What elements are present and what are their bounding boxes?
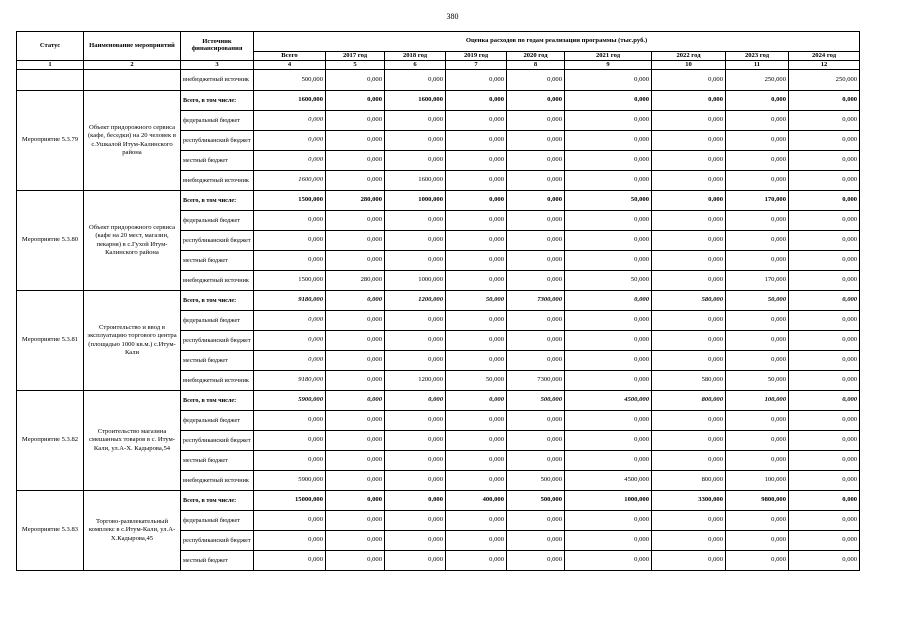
value-cell: 0,000 xyxy=(652,70,726,91)
value-cell: 250,000 xyxy=(789,70,860,91)
value-cell: 0,000 xyxy=(254,451,326,471)
value-cell: 7300,000 xyxy=(507,291,565,311)
value-cell: 0,000 xyxy=(789,131,860,151)
value-cell: 0,000 xyxy=(326,131,385,151)
value-cell: 0,000 xyxy=(726,171,789,191)
status-cell: Мероприятие 5.3.82 xyxy=(17,391,84,491)
value-cell: 0,000 xyxy=(789,211,860,231)
value-cell: 9180,000 xyxy=(254,291,326,311)
source-cell: внебюджетный источник xyxy=(181,70,254,91)
value-cell: 0,000 xyxy=(565,251,652,271)
value-cell: 0,000 xyxy=(652,331,726,351)
value-cell: 15000,000 xyxy=(254,491,326,511)
value-cell: 0,000 xyxy=(726,231,789,251)
source-cell: федеральный бюджет xyxy=(181,111,254,131)
value-cell: 0,000 xyxy=(652,251,726,271)
value-cell: 0,000 xyxy=(507,431,565,451)
value-cell: 0,000 xyxy=(385,331,446,351)
value-cell: 0,000 xyxy=(385,391,446,411)
value-cell: 170,000 xyxy=(726,271,789,291)
value-cell: 9800,000 xyxy=(726,491,789,511)
value-cell: 0,000 xyxy=(507,111,565,131)
value-cell: 0,000 xyxy=(446,91,507,111)
value-cell: 1600,000 xyxy=(254,91,326,111)
value-cell: 0,000 xyxy=(726,451,789,471)
value-cell: 0,000 xyxy=(254,251,326,271)
value-cell: 0,000 xyxy=(726,411,789,431)
value-cell: 500,000 xyxy=(507,491,565,511)
value-cell: 280,000 xyxy=(326,271,385,291)
value-cell: 0,000 xyxy=(326,91,385,111)
column-number: 9 xyxy=(565,61,652,70)
source-cell: Всего, в том числе: xyxy=(181,91,254,111)
value-cell: 0,000 xyxy=(507,351,565,371)
value-cell: 1600,000 xyxy=(254,171,326,191)
value-cell: 0,000 xyxy=(789,491,860,511)
column-number: 7 xyxy=(446,61,507,70)
column-number: 2 xyxy=(84,61,181,70)
value-cell: 0,000 xyxy=(254,531,326,551)
column-number: 11 xyxy=(726,61,789,70)
header-year: 2017 год xyxy=(326,52,385,61)
value-cell: 0,000 xyxy=(565,351,652,371)
value-cell: 0,000 xyxy=(254,131,326,151)
value-cell: 0,000 xyxy=(726,131,789,151)
value-cell: 0,000 xyxy=(385,471,446,491)
value-cell: 0,000 xyxy=(652,431,726,451)
value-cell: 0,000 xyxy=(726,351,789,371)
value-cell: 0,000 xyxy=(652,411,726,431)
column-number: 5 xyxy=(326,61,385,70)
value-cell: 0,000 xyxy=(446,331,507,351)
source-cell: Всего, в том числе: xyxy=(181,291,254,311)
value-cell: 500,000 xyxy=(507,391,565,411)
value-cell: 0,000 xyxy=(385,131,446,151)
value-cell: 0,000 xyxy=(565,151,652,171)
value-cell: 0,000 xyxy=(385,251,446,271)
value-cell: 0,000 xyxy=(652,231,726,251)
value-cell: 500,000 xyxy=(507,471,565,491)
value-cell: 0,000 xyxy=(446,70,507,91)
value-cell: 0,000 xyxy=(385,411,446,431)
value-cell: 1000,000 xyxy=(565,491,652,511)
value-cell: 0,000 xyxy=(254,331,326,351)
value-cell: 1600,000 xyxy=(385,91,446,111)
value-cell: 0,000 xyxy=(385,151,446,171)
value-cell: 0,000 xyxy=(565,91,652,111)
value-cell: 0,000 xyxy=(326,211,385,231)
value-cell: 0,000 xyxy=(254,111,326,131)
value-cell: 0,000 xyxy=(326,151,385,171)
value-cell: 0,000 xyxy=(726,511,789,531)
value-cell: 0,000 xyxy=(446,151,507,171)
column-number: 8 xyxy=(507,61,565,70)
header-year: 2021 год xyxy=(565,52,652,61)
source-cell: республиканский бюджет xyxy=(181,231,254,251)
value-cell: 0,000 xyxy=(507,131,565,151)
column-number: 1 xyxy=(17,61,84,70)
source-cell: внебюджетный источник xyxy=(181,371,254,391)
source-cell: республиканский бюджет xyxy=(181,431,254,451)
source-cell: местный бюджет xyxy=(181,251,254,271)
value-cell: 0,000 xyxy=(726,151,789,171)
value-cell: 0,000 xyxy=(652,111,726,131)
value-cell: 400,000 xyxy=(446,491,507,511)
value-cell: 0,000 xyxy=(254,511,326,531)
value-cell: 5900,000 xyxy=(254,471,326,491)
value-cell: 580,000 xyxy=(652,371,726,391)
table-row xyxy=(17,291,860,311)
value-cell: 0,000 xyxy=(652,311,726,331)
value-cell: 0,000 xyxy=(507,91,565,111)
header-status: Статус xyxy=(17,32,84,61)
value-cell: 0,000 xyxy=(446,211,507,231)
value-cell: 0,000 xyxy=(652,511,726,531)
event-cell-empty xyxy=(84,70,181,91)
value-cell: 0,000 xyxy=(446,271,507,291)
value-cell: 0,000 xyxy=(385,431,446,451)
value-cell: 0,000 xyxy=(565,551,652,571)
header-year: 2023 год xyxy=(726,52,789,61)
value-cell: 0,000 xyxy=(446,411,507,431)
value-cell: 0,000 xyxy=(726,531,789,551)
value-cell: 0,000 xyxy=(789,351,860,371)
value-cell: 0,000 xyxy=(565,331,652,351)
value-cell: 0,000 xyxy=(789,371,860,391)
status-cell: Мероприятие 5.3.79 xyxy=(17,91,84,191)
value-cell: 0,000 xyxy=(565,411,652,431)
value-cell: 0,000 xyxy=(652,351,726,371)
status-cell: Мероприятие 5.3.83 xyxy=(17,491,84,571)
value-cell: 0,000 xyxy=(789,251,860,271)
source-cell: внебюджетный источник xyxy=(181,471,254,491)
value-cell: 0,000 xyxy=(326,551,385,571)
value-cell: 0,000 xyxy=(254,551,326,571)
header-year: 2020 год xyxy=(507,52,565,61)
value-cell: 0,000 xyxy=(652,131,726,151)
value-cell: 0,000 xyxy=(507,151,565,171)
value-cell: 0,000 xyxy=(326,291,385,311)
value-cell: 0,000 xyxy=(789,551,860,571)
column-number: 4 xyxy=(254,61,326,70)
value-cell: 0,000 xyxy=(326,471,385,491)
value-cell: 5900,000 xyxy=(254,391,326,411)
value-cell: 0,000 xyxy=(652,191,726,211)
value-cell: 0,000 xyxy=(565,511,652,531)
value-cell: 0,000 xyxy=(446,251,507,271)
source-cell: республиканский бюджет xyxy=(181,531,254,551)
value-cell: 0,000 xyxy=(789,191,860,211)
table-row xyxy=(17,91,860,111)
value-cell: 0,000 xyxy=(789,291,860,311)
value-cell: 100,000 xyxy=(726,391,789,411)
value-cell: 0,000 xyxy=(789,431,860,451)
value-cell: 0,000 xyxy=(446,311,507,331)
value-cell: 0,000 xyxy=(326,70,385,91)
event-cell: Объект придорожного сервиса (кафе, беседки) на 20 человек в с.Ушкалой Итум-Калинского района xyxy=(84,91,181,191)
value-cell: 0,000 xyxy=(326,371,385,391)
value-cell: 0,000 xyxy=(254,411,326,431)
value-cell: 0,000 xyxy=(789,511,860,531)
value-cell: 0,000 xyxy=(565,311,652,331)
value-cell: 0,000 xyxy=(565,451,652,471)
value-cell: 0,000 xyxy=(385,351,446,371)
value-cell: 0,000 xyxy=(652,451,726,471)
value-cell: 7300,000 xyxy=(507,371,565,391)
value-cell: 100,000 xyxy=(726,471,789,491)
value-cell: 0,000 xyxy=(726,331,789,351)
value-cell: 0,000 xyxy=(385,231,446,251)
source-cell: местный бюджет xyxy=(181,551,254,571)
value-cell: 0,000 xyxy=(565,211,652,231)
header-year: 2022 год xyxy=(652,52,726,61)
value-cell: 0,000 xyxy=(326,511,385,531)
value-cell: 0,000 xyxy=(789,391,860,411)
value-cell: 0,000 xyxy=(565,431,652,451)
value-cell: 0,000 xyxy=(446,551,507,571)
value-cell: 0,000 xyxy=(507,451,565,471)
source-cell: федеральный бюджет xyxy=(181,311,254,331)
value-cell: 280,000 xyxy=(326,191,385,211)
value-cell: 0,000 xyxy=(326,311,385,331)
source-cell: Всего, в том числе: xyxy=(181,391,254,411)
value-cell: 0,000 xyxy=(326,491,385,511)
value-cell: 0,000 xyxy=(507,231,565,251)
value-cell: 0,000 xyxy=(385,70,446,91)
event-cell: Торгово-развлекательный комплекс в с.Итум-Кали, ул.А-Х.Кадырова,45 xyxy=(84,491,181,571)
value-cell: 0,000 xyxy=(326,171,385,191)
value-cell: 0,000 xyxy=(726,551,789,571)
value-cell: 170,000 xyxy=(726,191,789,211)
value-cell: 0,000 xyxy=(565,131,652,151)
value-cell: 0,000 xyxy=(446,511,507,531)
value-cell: 0,000 xyxy=(789,531,860,551)
value-cell: 0,000 xyxy=(326,111,385,131)
value-cell: 0,000 xyxy=(652,551,726,571)
value-cell: 0,000 xyxy=(789,451,860,471)
value-cell: 0,000 xyxy=(507,531,565,551)
value-cell: 0,000 xyxy=(326,391,385,411)
source-cell: Всего, в том числе: xyxy=(181,491,254,511)
value-cell: 0,000 xyxy=(789,471,860,491)
value-cell: 0,000 xyxy=(385,211,446,231)
value-cell: 0,000 xyxy=(789,151,860,171)
value-cell: 0,000 xyxy=(385,311,446,331)
value-cell: 0,000 xyxy=(446,231,507,251)
value-cell: 0,000 xyxy=(446,531,507,551)
value-cell: 3300,000 xyxy=(652,491,726,511)
value-cell: 0,000 xyxy=(565,531,652,551)
value-cell: 0,000 xyxy=(789,271,860,291)
value-cell: 0,000 xyxy=(652,271,726,291)
value-cell: 1000,000 xyxy=(385,191,446,211)
value-cell: 0,000 xyxy=(652,211,726,231)
value-cell: 0,000 xyxy=(446,131,507,151)
value-cell: 0,000 xyxy=(446,431,507,451)
value-cell: 0,000 xyxy=(385,551,446,571)
value-cell: 0,000 xyxy=(446,191,507,211)
source-cell: внебюджетный источник xyxy=(181,171,254,191)
value-cell: 800,000 xyxy=(652,391,726,411)
value-cell: 0,000 xyxy=(446,351,507,371)
value-cell: 0,000 xyxy=(726,431,789,451)
page-number: 380 xyxy=(446,12,459,21)
value-cell: 0,000 xyxy=(385,531,446,551)
value-cell: 0,000 xyxy=(726,311,789,331)
value-cell: 0,000 xyxy=(507,551,565,571)
value-cell: 0,000 xyxy=(565,171,652,191)
value-cell: 0,000 xyxy=(565,371,652,391)
value-cell: 50,000 xyxy=(565,191,652,211)
value-cell: 0,000 xyxy=(385,451,446,471)
value-cell: 0,000 xyxy=(565,111,652,131)
value-cell: 50,000 xyxy=(726,291,789,311)
value-cell: 0,000 xyxy=(565,231,652,251)
event-cell: Строительство и ввод в эксплуатацию торгового центра (площадью 1000 кв.м.) с.Итум-Кали xyxy=(84,291,181,391)
column-number-row xyxy=(17,61,860,70)
value-cell: 1500,000 xyxy=(254,271,326,291)
value-cell: 0,000 xyxy=(254,351,326,371)
source-cell: местный бюджет xyxy=(181,451,254,471)
value-cell: 0,000 xyxy=(565,70,652,91)
value-cell: 0,000 xyxy=(726,251,789,271)
header-event: Наименование мероприятий xyxy=(84,32,181,61)
status-cell: Мероприятие 5.3.80 xyxy=(17,191,84,291)
status-cell-empty xyxy=(17,70,84,91)
value-cell: 1200,000 xyxy=(385,291,446,311)
source-cell: федеральный бюджет xyxy=(181,411,254,431)
value-cell: 1600,000 xyxy=(385,171,446,191)
event-cell: Строительство магазина смешанных товаров в с. Итум-Кали, ул.А-Х. Кадырова,54 xyxy=(84,391,181,491)
value-cell: 0,000 xyxy=(446,111,507,131)
value-cell: 0,000 xyxy=(385,511,446,531)
value-cell: 0,000 xyxy=(507,70,565,91)
value-cell: 0,000 xyxy=(326,451,385,471)
source-cell: внебюджетный источник xyxy=(181,271,254,291)
value-cell: 0,000 xyxy=(789,311,860,331)
source-cell: республиканский бюджет xyxy=(181,131,254,151)
value-cell: 0,000 xyxy=(326,351,385,371)
value-cell: 9180,000 xyxy=(254,371,326,391)
value-cell: 4500,000 xyxy=(565,391,652,411)
value-cell: 0,000 xyxy=(507,411,565,431)
source-cell: федеральный бюджет xyxy=(181,211,254,231)
value-cell: 0,000 xyxy=(326,251,385,271)
value-cell: 0,000 xyxy=(326,531,385,551)
value-cell: 0,000 xyxy=(652,151,726,171)
value-cell: 0,000 xyxy=(789,91,860,111)
header-year: 2018 год xyxy=(385,52,446,61)
value-cell: 0,000 xyxy=(446,471,507,491)
value-cell: 0,000 xyxy=(507,251,565,271)
header-source: Источник финансирования xyxy=(181,32,254,61)
status-cell: Мероприятие 5.3.81 xyxy=(17,291,84,391)
value-cell: 0,000 xyxy=(789,331,860,351)
value-cell: 0,000 xyxy=(254,431,326,451)
value-cell: 580,000 xyxy=(652,291,726,311)
value-cell: 0,000 xyxy=(507,311,565,331)
value-cell: 0,000 xyxy=(507,271,565,291)
value-cell: 0,000 xyxy=(507,191,565,211)
column-number: 12 xyxy=(789,61,860,70)
value-cell: 0,000 xyxy=(254,311,326,331)
header-year: Всего xyxy=(254,52,326,61)
value-cell: 0,000 xyxy=(385,491,446,511)
value-cell: 0,000 xyxy=(726,211,789,231)
event-cell: Объект придорожного сервиса (кафе на 20 мест, магазин, пекарня) в с.Гухой Итум-Калинского района xyxy=(84,191,181,291)
column-number: 10 xyxy=(652,61,726,70)
value-cell: 0,000 xyxy=(726,111,789,131)
value-cell: 0,000 xyxy=(507,331,565,351)
value-cell: 0,000 xyxy=(446,171,507,191)
value-cell: 0,000 xyxy=(326,431,385,451)
value-cell: 50,000 xyxy=(565,271,652,291)
header-row xyxy=(17,32,860,52)
continuation-row xyxy=(17,70,860,91)
value-cell: 0,000 xyxy=(789,111,860,131)
value-cell: 0,000 xyxy=(652,91,726,111)
budget-table xyxy=(16,31,860,571)
value-cell: 0,000 xyxy=(254,231,326,251)
value-cell: 500,000 xyxy=(254,70,326,91)
value-cell: 0,000 xyxy=(385,111,446,131)
value-cell: 50,000 xyxy=(446,291,507,311)
value-cell: 4500,000 xyxy=(565,471,652,491)
value-cell: 0,000 xyxy=(326,331,385,351)
column-number: 3 xyxy=(181,61,254,70)
source-cell: местный бюджет xyxy=(181,351,254,371)
value-cell: 1500,000 xyxy=(254,191,326,211)
header-year: 2024 год xyxy=(789,52,860,61)
value-cell: 800,000 xyxy=(652,471,726,491)
value-cell: 0,000 xyxy=(326,411,385,431)
source-cell: федеральный бюджет xyxy=(181,511,254,531)
value-cell: 0,000 xyxy=(789,171,860,191)
value-cell: 0,000 xyxy=(254,151,326,171)
value-cell: 50,000 xyxy=(726,371,789,391)
value-cell: 0,000 xyxy=(326,231,385,251)
value-cell: 0,000 xyxy=(446,391,507,411)
column-number: 6 xyxy=(385,61,446,70)
value-cell: 0,000 xyxy=(726,91,789,111)
value-cell: 0,000 xyxy=(789,411,860,431)
value-cell: 0,000 xyxy=(507,171,565,191)
header-estimate: Оценка расходов по годам реализации программы (тыс.руб.) xyxy=(254,32,860,52)
value-cell: 50,000 xyxy=(446,371,507,391)
value-cell: 0,000 xyxy=(254,211,326,231)
value-cell: 0,000 xyxy=(652,171,726,191)
table-row xyxy=(17,491,860,511)
table-row xyxy=(17,191,860,211)
value-cell: 0,000 xyxy=(652,531,726,551)
value-cell: 0,000 xyxy=(507,211,565,231)
table-row xyxy=(17,391,860,411)
value-cell: 0,000 xyxy=(565,291,652,311)
value-cell: 0,000 xyxy=(446,451,507,471)
value-cell: 0,000 xyxy=(507,511,565,531)
value-cell: 1200,000 xyxy=(385,371,446,391)
value-cell: 250,000 xyxy=(726,70,789,91)
header-year: 2019 год xyxy=(446,52,507,61)
source-cell: Всего, в том числе: xyxy=(181,191,254,211)
source-cell: республиканский бюджет xyxy=(181,331,254,351)
source-cell: местный бюджет xyxy=(181,151,254,171)
value-cell: 0,000 xyxy=(789,231,860,251)
value-cell: 1000,000 xyxy=(385,271,446,291)
